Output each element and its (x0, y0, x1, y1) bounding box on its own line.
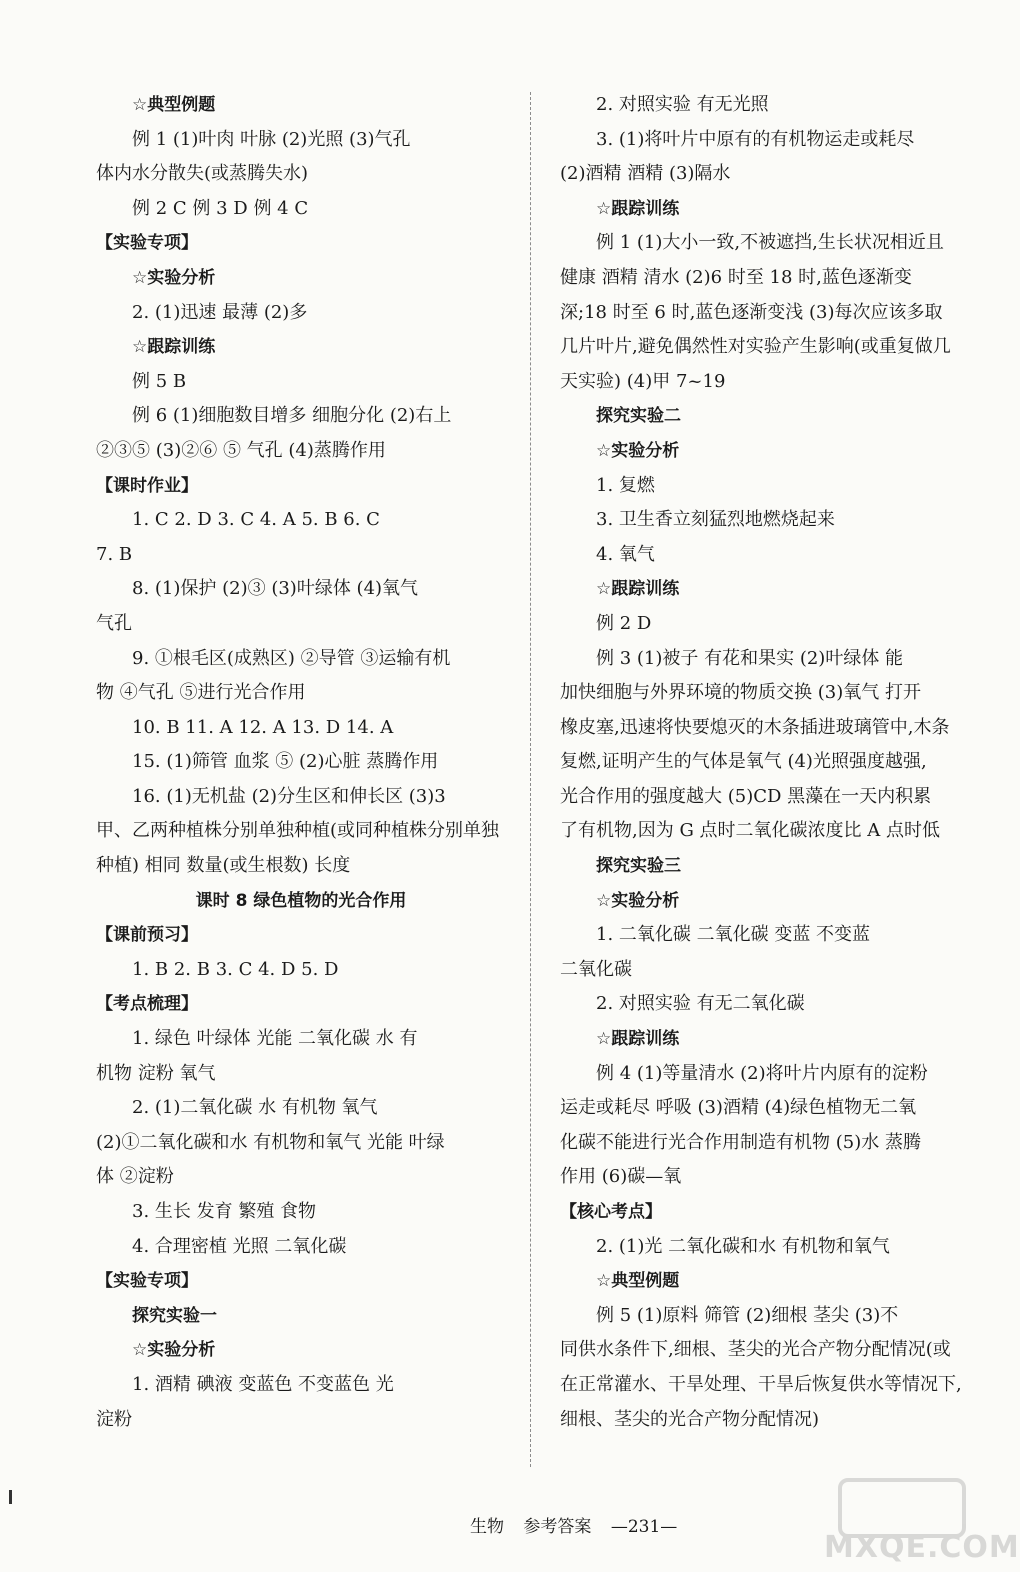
left-line: 4. 合理密植 光照 二氧化碳 (132, 1235, 347, 1257)
left-line: 种植) 相同 数量(或生根数) 长度 (96, 855, 351, 877)
left-line: 课时 8 绿色植物的光合作用 (195, 890, 407, 911)
right-line: 在正常灌水、干旱处理、干旱后恢复供水等情况下, (560, 1373, 962, 1395)
right-line: 3. (1)将叶片中原有的有机物运走或耗尽 (596, 128, 915, 150)
right-line: 1. 二氧化碳 二氧化碳 变蓝 不变蓝 (596, 924, 871, 946)
right-line: 1. 复燃 (596, 474, 655, 496)
left-line: 体 ②淀粉 (96, 1166, 174, 1188)
left-line: 体内水分散失(或蒸腾失水) (96, 163, 309, 185)
left-line: ☆典型例题 (132, 95, 216, 115)
left-column (96, 88, 506, 1437)
left-line: 淀粉 (96, 1408, 132, 1430)
right-line: 天实验) (4)甲 7~19 (560, 370, 726, 392)
right-line: ☆跟踪训练 (596, 198, 680, 219)
right-line: 橡皮塞,迅速将快要熄灭的木条插进玻璃管中,木条 (560, 716, 950, 738)
left-line: 【实验专项】 (96, 233, 198, 254)
right-line: ☆跟踪训练 (596, 579, 680, 600)
right-line: 【核心考点】 (560, 1202, 662, 1222)
left-line: 【实验专项】 (96, 1271, 198, 1292)
left-line: 16. (1)无机盐 (2)分生区和伸长区 (3)3 (132, 785, 446, 807)
left-line: 8. (1)保护 (2)③ (3)叶绿体 (4)氧气 (132, 578, 419, 600)
footer-subject: 生物 (470, 1517, 504, 1537)
right-line: 作用 (6)碳—氧 (560, 1166, 682, 1188)
right-line: (2)酒精 酒精 (3)隔水 (560, 163, 731, 185)
left-line: 9. ①根毛区(成熟区) ②导管 ③运输有机 (132, 647, 451, 669)
right-line: ☆典型例题 (596, 1271, 680, 1292)
left-line: 气孔 (96, 612, 132, 634)
right-line: 2. 对照实验 有无光照 (596, 94, 769, 115)
right-line: 例 5 (1)原料 筛管 (2)细根 茎尖 (3)不 (596, 1304, 899, 1326)
left-line: 7. B (96, 543, 133, 565)
watermark-logo (820, 1478, 1020, 1566)
left-line: 1. 绿色 叶绿体 光能 二氧化碳 水 有 (132, 1028, 418, 1050)
left-line: ☆跟踪训练 (132, 337, 216, 358)
right-line: 几片叶片,避免偶然性对实验产生影响(或重复做几 (560, 336, 951, 358)
right-line: 化碳不能进行光合作用制造有机物 (5)水 蒸腾 (560, 1131, 921, 1153)
right-line: 二氧化碳 (560, 958, 632, 980)
right-line: 运走或耗尽 呼吸 (3)酒精 (4)绿色植物无二氧 (560, 1097, 917, 1119)
left-line: 甲、乙两种植株分别单独种植(或同种植株分别单独 (96, 820, 500, 842)
right-line: 细根、茎尖的光合产物分配情况) (560, 1408, 820, 1430)
left-line: (2)①二氧化碳和水 有机物和氧气 光能 叶绿 (96, 1131, 445, 1153)
right-line: ☆实验分析 (596, 890, 680, 911)
left-line: 物 ④气孔 ⑤进行光合作用 (96, 682, 306, 704)
left-line: ②③⑤ (3)②⑥ ⑤ 气孔 (4)蒸腾作用 (96, 439, 386, 461)
left-line: 例 6 (1)细胞数目增多 细胞分化 (2)右上 (132, 405, 452, 427)
right-line: 健康 酒精 清水 (2)6 时至 18 时,蓝色逐渐变 (560, 266, 912, 288)
left-line: 【课时作业】 (96, 475, 198, 496)
page-footer (470, 1512, 691, 1537)
right-line: 例 2 D (596, 612, 652, 634)
right-line: 复燃,证明产生的气体是氧气 (4)光照强度越强, (560, 751, 927, 773)
right-line: 例 3 (1)被子 有花和果实 (2)叶绿体 能 (596, 647, 904, 669)
left-line: 例 1 (1)叶肉 叶脉 (2)光照 (3)气孔 (132, 128, 411, 150)
right-line: 2. 对照实验 有无二氧化碳 (596, 993, 805, 1015)
right-line: ☆跟踪训练 (596, 1029, 680, 1050)
left-line: 机物 淀粉 氧气 (96, 1062, 216, 1084)
footer-label: 参考答案 (523, 1517, 592, 1537)
left-line: 2. (1)迅速 最薄 (2)多 (132, 301, 308, 323)
right-line: ☆实验分析 (596, 440, 680, 461)
margin-mark (9, 1490, 12, 1504)
left-line: 10. B 11. A 12. A 13. D 14. A (132, 716, 394, 738)
right-line: 加快细胞与外界环境的物质交换 (3)氧气 打开 (560, 682, 921, 704)
right-line: 4. 氧气 (596, 543, 655, 565)
right-line: 3. 卫生香立刻猛烈地燃烧起来 (596, 509, 835, 531)
right-line: 例 4 (1)等量清水 (2)将叶片内原有的淀粉 (596, 1062, 928, 1084)
right-line: 探究实验三 (596, 856, 681, 877)
right-line: 深;18 时至 6 时,蓝色逐渐变浅 (3)每次应该多取 (560, 301, 943, 323)
left-line: 2. (1)二氧化碳 水 有机物 氧气 (132, 1097, 378, 1119)
watermark-url: MXQE.COM (824, 1530, 1020, 1565)
right-line: 光合作用的强度越大 (5)CD 黑藻在一天内积累 (560, 785, 932, 807)
watermark-logo-icon (838, 1478, 966, 1538)
footer-page-number: —231— (610, 1517, 678, 1537)
left-line: 1. C 2. D 3. C 4. A 5. B 6. C (132, 509, 380, 531)
left-line: 3. 生长 发育 繁殖 食物 (132, 1201, 317, 1222)
left-line: 例 5 B (132, 370, 187, 392)
left-line: 1. 酒精 碘液 变蓝色 不变蓝色 光 (132, 1373, 394, 1395)
left-line: 15. (1)筛管 血浆 ⑤ (2)心脏 蒸腾作用 (132, 751, 439, 773)
left-line: 1. B 2. B 3. C 4. D 5. D (132, 958, 339, 980)
right-line: 例 1 (1)大小一致,不被遮挡,生长状况相近且 (596, 232, 944, 254)
right-line: 2. (1)光 二氧化碳和水 有机物和氧气 (596, 1235, 890, 1257)
left-line: 【考点梳理】 (96, 994, 198, 1015)
left-line: 探究实验一 (132, 1305, 217, 1326)
left-line: ☆实验分析 (132, 267, 216, 288)
right-line: 了有机物,因为 G 点时二氧化碳浓度比 A 点时低 (560, 820, 940, 842)
right-line: 探究实验二 (596, 406, 681, 427)
left-line: 例 2 C 例 3 D 例 4 C (132, 197, 309, 219)
left-line: 【课前预习】 (96, 925, 198, 946)
column-divider (530, 92, 531, 1467)
right-line: 同供水条件下,细根、茎尖的光合产物分配情况(或 (560, 1339, 951, 1361)
left-line: ☆实验分析 (132, 1340, 216, 1361)
right-column (560, 88, 960, 1437)
